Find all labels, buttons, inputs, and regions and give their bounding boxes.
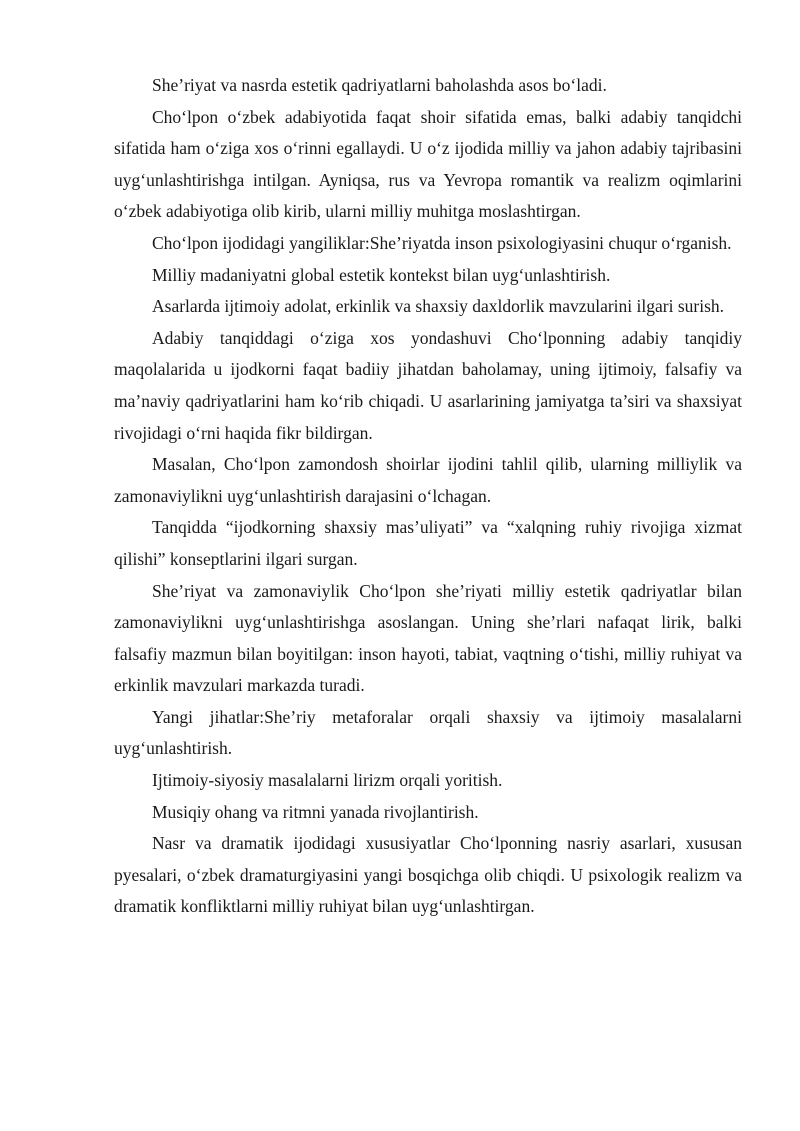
paragraph-critical-approach: Adabiy tanqiddagi o‘ziga xos yondashuvi Cho‘lponning adabiy tanqidiy maqolalarida u ijodkorni faqat badiiy jihatdan baholamay, uning ijtimoiy, falsafiy va ma’naviy qadriyatlarini ham ko‘rib chiqadi. U asarlarining jamiyatga ta’siri va shaxsiyat rivojidagi o‘rni haqida fikr bildirgan.	[114, 327, 742, 443]
paragraph-responsibility-concepts: Tanqidda “ijodkorning shaxsiy mas’uliyati” va “xalqning ruhiy rivojiga xizmat qilishi” konseptlarini ilgari surgan.	[114, 517, 742, 569]
paragraph-poetry-modernity: She’riyat va zamonaviylik Cho‘lpon she’riyati milliy estetik qadriyatlar bilan zamonaviylikni uyg‘unlashtirishga asoslangan. Uning she’rlari nafaqat lirik, balki falsafiy mazmun bilan boyitilgan: inson hayoti, tabiat, vaqtning o‘tishi, milliy ruhiyat va erkinlik mavzulari markazda turadi.	[114, 580, 742, 696]
paragraph-lyricism: Ijtimoiy-siyosiy masalalarni lirizm orqali yoritish.	[152, 770, 503, 791]
document-page	[114, 70, 742, 923]
paragraph-prose-drama: Nasr va dramatik ijodidagi xususiyatlar Cho‘lponning nasriy asarlari, xususan pyesalari, o‘zbek dramaturgiyasini yangi bosqichga olib chiqdi. U psixologik realizm va dramatik konfliktlarni milliy ruhiyat bilan uyg‘unlashtirgan.	[114, 833, 742, 917]
paragraph-cholpon-critic: Cho‘lpon o‘zbek adabiyotida faqat shoir sifatida emas, balki adabiy tanqidchi sifatida ham o‘ziga xos o‘rinni egallaydi. U o‘z ijodida milliy va jahon adabiy tajribasini uyg‘unlashtirishga intilgan. Ayniqsa, rus va Yevropa romantik va realizm oqimlarini o‘zbek adabiyotiga olib kirib, ularni milliy muhitga moslashtirgan.	[114, 106, 742, 222]
paragraph-musical-rhythm: Musiqiy ohang va ritmni yanada rivojlantirish.	[152, 801, 479, 822]
paragraph-aesthetic-basis: She’riyat va nasrda estetik qadriyatlarni baholashda asos bo‘ladi.	[152, 75, 607, 95]
paragraph-innovations: Cho‘lpon ijodidagi yangiliklar:She’riyatda inson psixologiyasini chuqur o‘rganish.	[152, 232, 732, 253]
paragraph-contemporary-poets: Masalan, Cho‘lpon zamondosh shoirlar ijodini tahlil qilib, ularning milliylik va zamonaviylikni uyg‘unlashtirish darajasini o‘lchagan.	[114, 454, 742, 506]
paragraph-national-culture: Milliy madaniyatni global estetik kontekst bilan uyg‘unlashtirish.	[152, 264, 611, 285]
paragraph-social-justice: Asarlarda ijtimoiy adolat, erkinlik va shaxsiy daxldorlik mavzularini ilgari surish.	[152, 296, 725, 317]
paragraph-new-aspects: Yangi jihatlar:She’riy metaforalar orqali shaxsiy va ijtimoiy masalalarni uyg‘unlashtirish.	[114, 706, 742, 759]
